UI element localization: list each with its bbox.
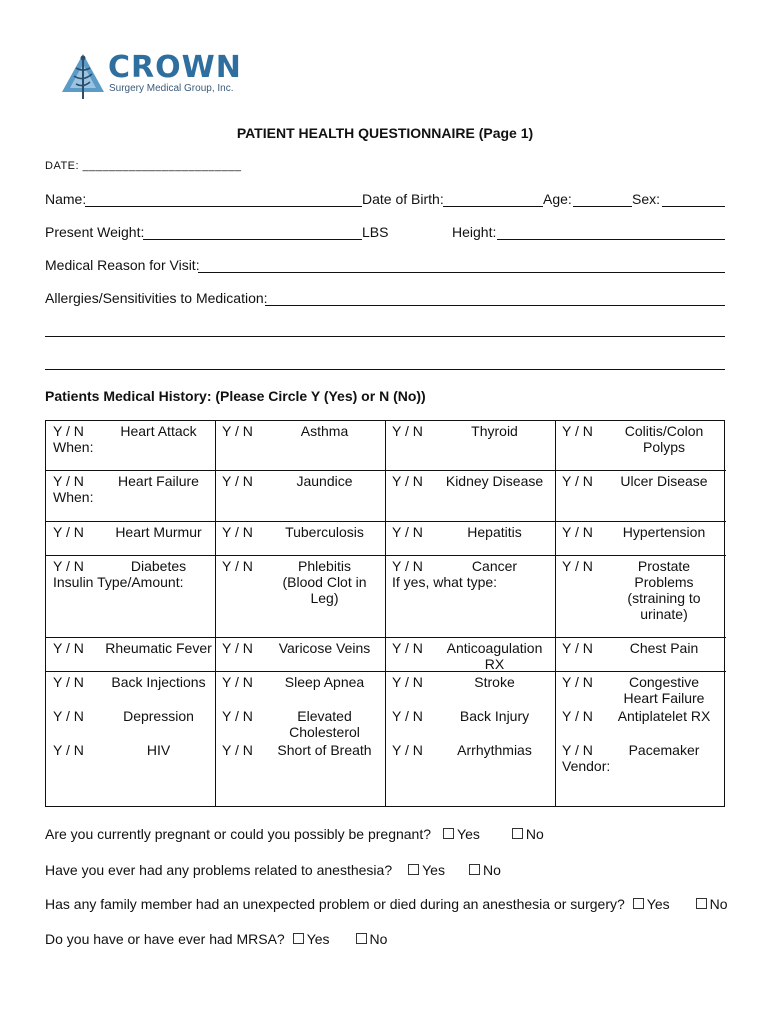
question-text: Do you have or have ever had MRSA?: [45, 931, 285, 947]
condition-label: Kidney Disease: [445, 473, 544, 489]
yes-no-option[interactable]: Y / N: [53, 558, 84, 574]
yes-no-option[interactable]: Y / N: [222, 423, 253, 439]
yes-no-option[interactable]: Y / N: [562, 674, 593, 690]
question-row: [45, 862, 501, 878]
question-row: [45, 931, 387, 947]
reason-row: [45, 257, 725, 277]
yes-no-option[interactable]: Y / N: [222, 473, 253, 489]
question-row: [45, 826, 544, 842]
yes-no-option[interactable]: Y / N: [222, 708, 253, 724]
date-field[interactable]: DATE: ________________________: [45, 160, 242, 172]
sex-label: Sex:: [632, 191, 661, 207]
sex-input[interactable]: [662, 191, 725, 207]
company-logo: [60, 50, 260, 102]
yes-no-option[interactable]: Y / N: [562, 423, 593, 439]
question-text: Have you ever had any problems related to anesthesia?: [45, 862, 393, 878]
yes-no-option[interactable]: Y / N: [53, 742, 84, 758]
yes-option[interactable]: [441, 826, 480, 842]
yes-no-option[interactable]: Y / N: [53, 423, 84, 439]
condition-detail-label[interactable]: Insulin Type/Amount:: [53, 574, 184, 590]
yes-no-option[interactable]: Y / N: [392, 524, 423, 540]
condition-label: Asthma: [300, 423, 349, 439]
condition-label: Varicose Veins: [278, 640, 371, 656]
condition-label: Chest Pain: [629, 640, 699, 656]
condition-label: Depression: [123, 708, 194, 724]
no-label: No: [369, 931, 388, 947]
no-label: No: [482, 862, 501, 878]
checkbox-icon[interactable]: [293, 933, 304, 944]
logo-name: CROWN: [108, 50, 242, 85]
condition-detail-label[interactable]: If yes, what type:: [392, 574, 498, 590]
yes-no-option[interactable]: Y / N: [53, 473, 84, 489]
question-text: Has any family member had an unexpected problem or died during an anesthesia or surgery?: [45, 896, 625, 912]
condition-label: Ulcer Disease: [620, 473, 708, 489]
row-divider: [46, 555, 726, 556]
condition-label: Thyroid: [471, 423, 518, 439]
checkbox-icon[interactable]: [443, 828, 454, 839]
yes-option[interactable]: [406, 862, 445, 878]
yes-no-option[interactable]: Y / N: [392, 423, 423, 439]
condition-label: Tuberculosis: [285, 524, 364, 540]
no-label: No: [525, 826, 544, 842]
condition-label: Heart Failure: [118, 473, 199, 489]
yes-no-option[interactable]: Y / N: [562, 473, 593, 489]
condition-label: Sleep Apnea: [284, 674, 365, 690]
yes-no-option[interactable]: Y / N: [562, 640, 593, 656]
condition-detail-label[interactable]: Vendor:: [562, 758, 611, 774]
dob-input[interactable]: [443, 191, 543, 207]
yes-no-option[interactable]: Y / N: [222, 524, 253, 540]
condition-label: Heart Attack: [120, 423, 197, 439]
weight-label: Present Weight:: [45, 224, 145, 240]
checkbox-icon[interactable]: [696, 898, 707, 909]
lbs-label: LBS: [362, 224, 389, 240]
checkbox-icon[interactable]: [633, 898, 644, 909]
yes-no-option[interactable]: Y / N: [392, 473, 423, 489]
question-row: [45, 896, 728, 912]
checkbox-icon[interactable]: [408, 864, 419, 875]
condition-label: Antiplatelet RX: [617, 708, 711, 724]
yes-no-option[interactable]: Y / N: [222, 558, 253, 574]
condition-label: Elevated Cholesterol: [289, 708, 360, 740]
reason-label: Medical Reason for Visit:: [45, 257, 200, 273]
yes-no-option[interactable]: Y / N: [53, 640, 84, 656]
condition-label: Congestive Heart Failure: [623, 674, 705, 706]
condition-label: Arrhythmias: [457, 742, 532, 758]
yes-no-option[interactable]: Y / N: [222, 742, 253, 758]
yes-no-option[interactable]: Y / N: [53, 674, 84, 690]
row-divider: [46, 671, 726, 672]
yes-label: Yes: [646, 896, 670, 912]
row-divider: [46, 521, 726, 522]
no-option[interactable]: [510, 826, 544, 842]
condition-label: Hepatitis: [467, 524, 522, 540]
history-heading: Patients Medical History: (Please Circle Y (Yes) or N (No)): [45, 388, 426, 404]
condition-label: Pacemaker: [628, 742, 700, 758]
condition-label: Phlebitis (Blood Clot in Leg): [282, 558, 367, 606]
question-text: Are you currently pregnant or could you possibly be pregnant?: [45, 826, 432, 842]
yes-no-option[interactable]: Y / N: [392, 674, 423, 690]
condition-label: Cancer: [471, 558, 518, 574]
allergies-extra-line-2[interactable]: [45, 369, 725, 370]
yes-option[interactable]: [291, 931, 330, 947]
no-option[interactable]: [354, 931, 388, 947]
yes-no-option[interactable]: Y / N: [562, 708, 593, 724]
condition-label: Rheumatic Fever: [105, 640, 212, 656]
reason-input[interactable]: [198, 257, 725, 273]
yes-no-option[interactable]: Y / N: [562, 558, 593, 574]
allergies-label: Allergies/Sensitivities to Medication:: [45, 290, 268, 306]
name-input[interactable]: [85, 191, 362, 207]
weight-height-row: [45, 224, 725, 244]
yes-no-option[interactable]: Y / N: [562, 524, 593, 540]
condition-label: Back Injections: [111, 674, 206, 690]
condition-label: Hypertension: [622, 524, 706, 540]
condition-label: Diabetes: [130, 558, 187, 574]
condition-detail-label[interactable]: When:: [53, 439, 94, 455]
medical-history-table: [45, 420, 725, 807]
allergies-extra-line-1[interactable]: [45, 336, 725, 337]
height-label: Height:: [452, 224, 497, 240]
condition-label: Colitis/Colon Polyps: [624, 423, 704, 455]
height-input[interactable]: [497, 224, 725, 240]
condition-label: Anticoagulation RX: [446, 640, 543, 672]
row-divider: [46, 637, 726, 638]
yes-label: Yes: [306, 931, 330, 947]
yes-option[interactable]: [631, 896, 670, 912]
condition-label: Prostate Problems (straining to urinate): [627, 558, 701, 622]
condition-label: Stroke: [474, 674, 515, 690]
checkbox-icon[interactable]: [512, 828, 523, 839]
name-label: Name:: [45, 191, 87, 207]
dob-label: Date of Birth:: [362, 191, 444, 207]
logo-subtitle: Surgery Medical Group, Inc.: [109, 83, 234, 94]
allergies-input[interactable]: [265, 290, 725, 306]
condition-label: HIV: [146, 742, 171, 758]
caduceus-logo-icon: [60, 52, 106, 100]
yes-no-option[interactable]: Y / N: [392, 640, 423, 656]
yes-label: Yes: [457, 826, 480, 842]
no-option[interactable]: [694, 896, 728, 912]
column-divider: [385, 421, 386, 806]
weight-input[interactable]: [143, 224, 362, 240]
condition-label: Heart Murmur: [115, 524, 202, 540]
age-label: Age:: [543, 191, 572, 207]
checkbox-icon[interactable]: [469, 864, 480, 875]
yes-no-option[interactable]: Y / N: [53, 708, 84, 724]
yes-no-option[interactable]: Y / N: [392, 558, 423, 574]
yes-no-option[interactable]: Y / N: [392, 708, 423, 724]
no-label: No: [709, 896, 728, 912]
yes-no-option[interactable]: Y / N: [222, 640, 253, 656]
yes-no-option[interactable]: Y / N: [562, 742, 593, 758]
yes-no-option[interactable]: Y / N: [392, 742, 423, 758]
condition-label: Jaundice: [296, 473, 353, 489]
condition-detail-label[interactable]: When:: [53, 489, 94, 505]
condition-label: Short of Breath: [277, 742, 372, 758]
yes-no-option[interactable]: Y / N: [222, 674, 253, 690]
checkbox-icon[interactable]: [356, 933, 367, 944]
row-divider: [46, 470, 726, 471]
yes-label: Yes: [422, 862, 445, 878]
yes-no-option[interactable]: Y / N: [53, 524, 84, 540]
condition-label: Back Injury: [459, 708, 530, 724]
allergies-row: [45, 290, 725, 310]
patient-info-row: [45, 191, 725, 211]
page-title: PATIENT HEALTH QUESTIONNAIRE (Page 1): [236, 125, 534, 141]
no-option[interactable]: [467, 862, 501, 878]
age-input[interactable]: [573, 191, 632, 207]
